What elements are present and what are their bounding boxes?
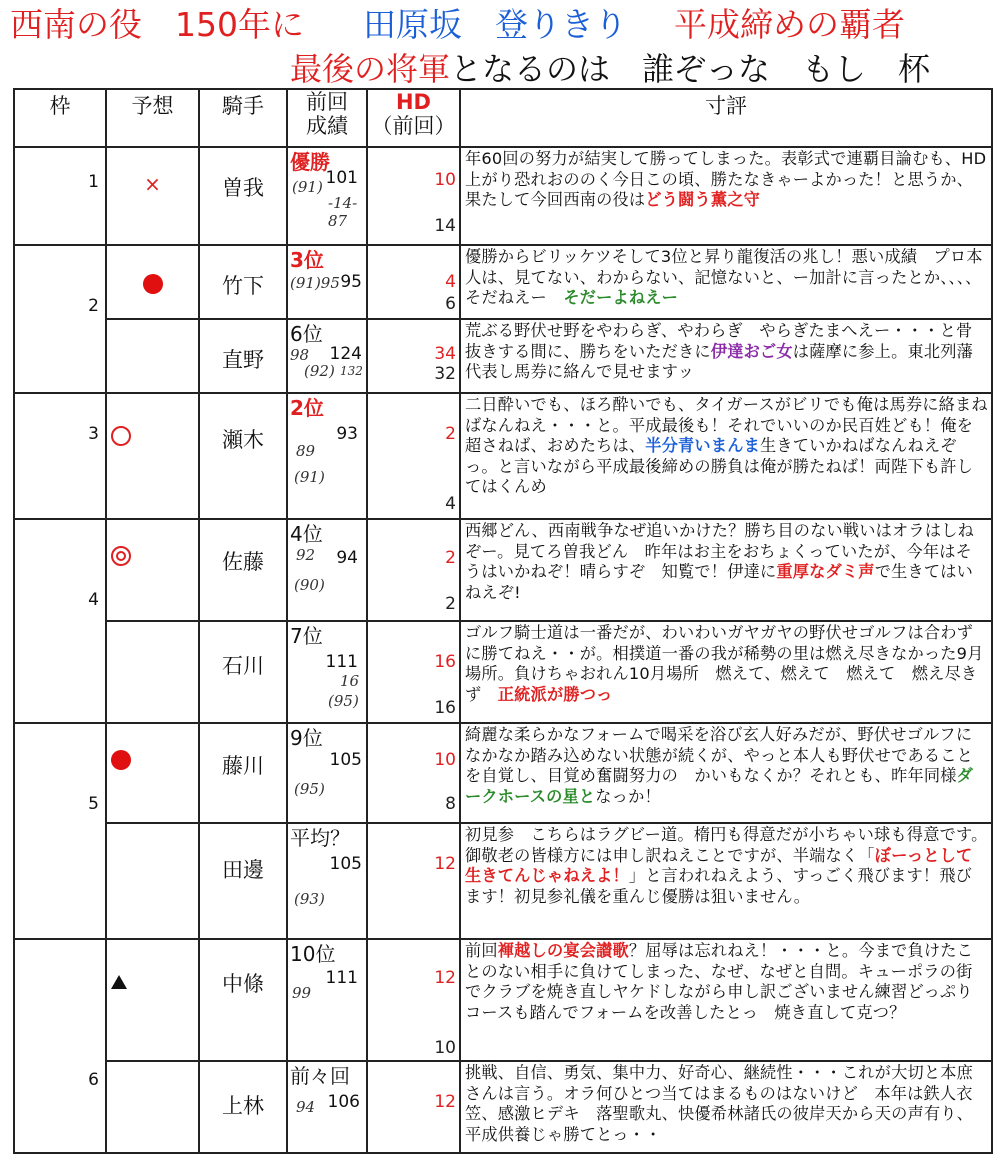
- comment-cell: [460, 147, 992, 245]
- comment-cell: [460, 519, 992, 621]
- comment-highlight: ダークホースの星と: [465, 766, 974, 806]
- comment-text: 生きていかねばなんねえぞっ。と言いながら平成最後締めの勝負は俺が勝たねば！両陛下も許してはくんめ: [465, 436, 974, 496]
- waku-cell: [14, 723, 106, 939]
- waku-cell: [14, 519, 106, 723]
- handwritten-note: (93): [294, 890, 325, 908]
- waku-number: 2: [88, 296, 99, 316]
- handwritten-note: (95): [328, 692, 359, 710]
- comment-cell: [460, 939, 992, 1061]
- comment-text: 挑戦、自信、勇気、集中力、好奇心、継続性・・・これが大切と本庶さんは言う。オラ何ひとつ当てはまるものはないけど 本年は鉄人衣笠、感激ヒデキ 落聖歌丸、快優希林: [465, 1063, 974, 1123]
- jockey-name: 竹下: [222, 274, 264, 298]
- handwritten-note: (91)95: [290, 274, 340, 292]
- jockey-name: 中條: [222, 972, 264, 996]
- hd-cell: [367, 621, 460, 723]
- jockey-cell: [199, 1061, 287, 1153]
- hd-value: 10: [434, 750, 456, 770]
- red-dot-icon: [143, 274, 163, 294]
- prev-result: 2位: [290, 396, 324, 420]
- jockey-name: 藤川: [222, 754, 264, 778]
- jockey-cell: [199, 723, 287, 823]
- prev-result-cell: [287, 519, 367, 621]
- header-waku: 枠: [14, 89, 106, 147]
- comment-cell: [460, 393, 992, 519]
- triangle-icon: [111, 975, 127, 989]
- prev-result-cell: [287, 245, 367, 319]
- prev-result-cell: [287, 621, 367, 723]
- comment-text: で生きてはいねえぞ!: [465, 562, 974, 602]
- prev-score: 111: [325, 652, 358, 672]
- comment-text: 荒ぶる野伏せ野をやわらぎ、やわらぎ やらぎたまへえー・・・と骨抜きする間に、勝ちをいただきに: [465, 321, 973, 361]
- hd-prev-value: 4: [445, 494, 456, 514]
- hd-value: 16: [434, 652, 456, 672]
- comment-cell: [460, 1061, 992, 1153]
- prev-result: 3位: [290, 248, 324, 272]
- comment-highlight: 褌越しの宴会讃歌: [497, 941, 629, 960]
- prev-result: 7位: [290, 624, 323, 648]
- jockey-cell: [199, 519, 287, 621]
- hd-value: 2: [445, 424, 456, 444]
- comment-highlight: 正統派が勝つっ: [497, 684, 613, 704]
- comment-cell: [460, 319, 992, 393]
- table-row: [14, 621, 992, 723]
- handwritten-note: 132: [340, 364, 363, 378]
- prev-result-cell: [287, 1061, 367, 1153]
- handwritten-note: (90): [294, 576, 325, 594]
- handwritten-note: 94: [296, 1098, 316, 1116]
- prev-result: 平均？: [290, 826, 350, 850]
- jockey-name: 石川: [222, 654, 264, 678]
- prev-result-cell: [287, 823, 367, 939]
- comment-text: 年60回の努力が結実して勝ってしまった。表彰式で連覇目論むも、HD上がり恐れおののく今日この頃、勝たなきゃーよかった！と思うか、果たして今回西南の役は: [465, 149, 987, 209]
- comment-cell: [460, 245, 992, 319]
- prev-result: 6位: [290, 322, 323, 346]
- jockey-cell: [199, 393, 287, 519]
- jockey-name: 上林: [222, 1094, 264, 1118]
- header-kishu: 騎手: [199, 89, 287, 147]
- prev-score: 106: [327, 1092, 360, 1112]
- jockey-cell: [199, 147, 287, 245]
- table-row: [14, 319, 992, 393]
- title-line-1: [10, 2, 995, 48]
- hd-value: 2: [445, 548, 456, 568]
- waku-number: 3: [88, 424, 99, 444]
- waku-number: 4: [88, 590, 99, 610]
- hd-prev-value: 8: [445, 794, 456, 814]
- handwritten-note: 16: [340, 672, 360, 690]
- handwritten-note: 87: [328, 212, 348, 230]
- handwritten-note: (95): [294, 780, 325, 798]
- header-hd: [367, 89, 460, 147]
- comment-highlight: 半分青いまんま: [645, 436, 760, 455]
- comment-text: ゴルフ騎士道は一番だが、わいわいガヤガヤの野伏せゴルフは合わずに勝てねえ・・が。相撲道一番の我が稀勢の里は燃え尽きなかった9月場所。負けちゃおれん10月場所 燃えて、燃えて 燃えて 燃え尽きず: [465, 623, 984, 704]
- race-table: [13, 88, 993, 1154]
- handwritten-note: 99: [292, 984, 312, 1002]
- comment-text: 初見参 こちらはラグビー道。楕円も得意だが小ちゃい球も得意です。御敬老の皆様方には申し訳ねえことですが、半端なく「: [465, 825, 988, 865]
- handwritten-note: (91): [294, 468, 325, 486]
- table-row: [14, 723, 992, 823]
- prev-score: 101: [325, 168, 358, 188]
- title-part-a: 西南の役 150年に: [10, 5, 304, 44]
- handwritten-note: (92): [304, 362, 335, 380]
- comment-text: 綺麗な柔らかなフォームで喝采を浴び玄人好みだが、野伏せゴルフになかなか踏み込めない状態が続くが、やっと本人も野伏せであることを自覚し、目覚め奮闘努力の かいもなくか？それとも、昨年同様: [465, 725, 974, 785]
- hd-cell: [367, 939, 460, 1061]
- prev-score: 105: [329, 854, 362, 874]
- prediction-cell: [106, 939, 199, 1061]
- comment-text: は薩摩に参上。東北列藩代表し馬券に絡んで見せますッ: [465, 341, 974, 381]
- prediction-cell: [106, 245, 199, 319]
- handwritten-note: 98: [290, 346, 310, 364]
- hd-value: 4: [445, 272, 456, 292]
- hd-cell: [367, 147, 460, 245]
- jockey-name: 直野: [222, 348, 264, 372]
- comment-text: 」と言われねえよう、すっごく飛びます！飛びます！初見参礼儀を重んじ優勝は狙いません。: [465, 866, 973, 906]
- title-part-b: 田原坂 登りきり: [363, 5, 627, 44]
- hd-cell: [367, 319, 460, 393]
- comment-text: 諸氏の彼岸天から天の声有り、 平成供養じゃ勝てとっ・・: [465, 1104, 982, 1144]
- hd-value: 12: [434, 1092, 456, 1112]
- prev-result-cell: [287, 319, 367, 393]
- table-row: [14, 519, 992, 621]
- comment-highlight: そだーよねえー: [563, 288, 679, 307]
- prediction-cell: [106, 823, 199, 939]
- comment-text: 優勝からビリッケツそして3位と昇り龍復活の兆し！悪い成績 プロ本人は、見てない、わからない、記憶ないと、ー加計に言ったとか、、、、そだねえー: [465, 247, 983, 307]
- hd-value: 12: [434, 968, 456, 988]
- header-row: [14, 89, 992, 147]
- comment-cell: [460, 723, 992, 823]
- prev-result-cell: [287, 939, 367, 1061]
- header-prev-2: 成績: [306, 114, 348, 138]
- handwritten-note: 89: [296, 442, 316, 460]
- cross-icon: ×: [144, 172, 161, 196]
- prediction-cell: [106, 319, 199, 393]
- prediction-cell: [106, 393, 199, 519]
- header-hd-1: HD: [395, 90, 431, 114]
- jockey-name: 佐藤: [222, 550, 264, 574]
- prev-score: 124: [329, 344, 362, 364]
- hd-prev-value: 6: [445, 294, 456, 314]
- jockey-cell: [199, 319, 287, 393]
- hd-prev-value: 16: [434, 698, 456, 718]
- prev-score: 105: [329, 750, 362, 770]
- prev-score: 111: [325, 968, 358, 988]
- comment-highlight: どう闘う薫之守: [645, 190, 760, 209]
- comment-cell: [460, 823, 992, 939]
- hd-cell: [367, 723, 460, 823]
- jockey-cell: [199, 939, 287, 1061]
- jockey-name: 田邊: [222, 858, 264, 882]
- prev-result: 4位: [290, 522, 323, 546]
- comment-text: ？屈辱は忘れねえ！・・・と。今まで負けたことのない相手に負けてしまった、なぜ、なぜと自問。キューポラの街でクラブを焼き直しヤケドしながら申し訳ございません練習どっぷりコースも踏んでフォームを改善したとっ 焼き直して克つ？: [465, 941, 974, 1022]
- hd-prev-value: 2: [445, 594, 456, 614]
- hd-cell: [367, 823, 460, 939]
- comment-highlight: 伊達おご女: [710, 341, 793, 361]
- double-circle-icon: [111, 546, 131, 566]
- title-part-c: 平成締めの覇者: [674, 5, 905, 44]
- hd-prev-value: 32: [434, 364, 456, 384]
- table-row: [14, 245, 992, 319]
- prediction-cell: [106, 723, 199, 823]
- handwritten-note: (91): [292, 178, 323, 196]
- prediction-cell: [106, 1061, 199, 1153]
- hd-cell: [367, 519, 460, 621]
- prev-result-cell: [287, 147, 367, 245]
- hd-value: 10: [434, 170, 456, 190]
- prev-score: 94: [336, 548, 358, 568]
- prev-score: 93: [336, 424, 358, 444]
- header-prev: [287, 89, 367, 147]
- jockey-name: 瀬木: [222, 428, 264, 452]
- comment-text: 西郷どん、西南戦争なぜ追いかけた？勝ち目のない戦いはオラはしねぞー。見てろ曽我どん 昨年はお主をおちょくっていたが、今年はそうはいかねぞ！晴らすぞ 知覧で！伊達に: [465, 521, 974, 581]
- hd-prev-value: 10: [434, 1038, 456, 1058]
- prediction-cell: [106, 519, 199, 621]
- waku-cell: [14, 147, 106, 245]
- title-line-2: [290, 48, 990, 90]
- waku-number: 1: [88, 172, 99, 192]
- prev-result-cell: [287, 723, 367, 823]
- comment-highlight: 重厚なダミ声: [776, 562, 875, 581]
- red-dot-icon: [111, 750, 131, 770]
- jockey-cell: [199, 245, 287, 319]
- hd-cell: [367, 245, 460, 319]
- handwritten-note: -14-: [328, 194, 358, 212]
- prev-result: 9位: [290, 726, 323, 750]
- table-row: [14, 1061, 992, 1153]
- jockey-cell: [199, 621, 287, 723]
- prev-result: 優勝: [290, 150, 330, 174]
- prev-result: 前々回: [290, 1064, 350, 1088]
- handwritten-note: 92: [296, 546, 316, 564]
- table-row: [14, 939, 992, 1061]
- comment-text: なっか！: [595, 786, 661, 806]
- comment-cell: [460, 621, 992, 723]
- prev-result: 10位: [290, 942, 336, 966]
- prediction-cell: [106, 147, 199, 245]
- hd-cell: [367, 393, 460, 519]
- prev-score: 95: [340, 272, 362, 292]
- waku-number: 5: [88, 794, 99, 814]
- prediction-cell: [106, 621, 199, 723]
- waku-cell: [14, 393, 106, 519]
- comment-text: 前回: [465, 941, 498, 960]
- header-hd-2: （前回）: [371, 114, 456, 138]
- comment-highlight: ぼーっとして生きてんじゃねえよ！: [465, 845, 973, 885]
- title-part-e: となるのは 誰ぞっな もし 杯: [450, 50, 931, 88]
- header-prev-1: 前回: [306, 90, 348, 114]
- jockey-cell: [199, 823, 287, 939]
- waku-cell: [14, 245, 106, 393]
- circle-icon: [111, 426, 131, 446]
- table-row: [14, 147, 992, 245]
- prev-result-cell: [287, 393, 367, 519]
- header-yoso: 予想: [106, 89, 199, 147]
- hd-value: 12: [434, 854, 456, 874]
- table-row: [14, 393, 992, 519]
- header-comment: 寸評: [460, 89, 992, 147]
- waku-cell: [14, 939, 106, 1153]
- waku-number: 6: [88, 1070, 99, 1090]
- table-row: [14, 823, 992, 939]
- comment-text: 二日酔いでも、ほろ酔いでも、タイガースがビリでも俺は馬券に絡まねばなんねえ・・・と。平成最後も！それでいいのか民百姓ども！俺を超さねば、おめたちは、: [465, 395, 988, 455]
- hd-cell: [367, 1061, 460, 1153]
- title-part-d: 最後の将軍: [290, 50, 451, 88]
- jockey-name: 曽我: [222, 176, 264, 200]
- hd-prev-value: 14: [434, 216, 456, 236]
- hd-value: 34: [434, 344, 456, 364]
